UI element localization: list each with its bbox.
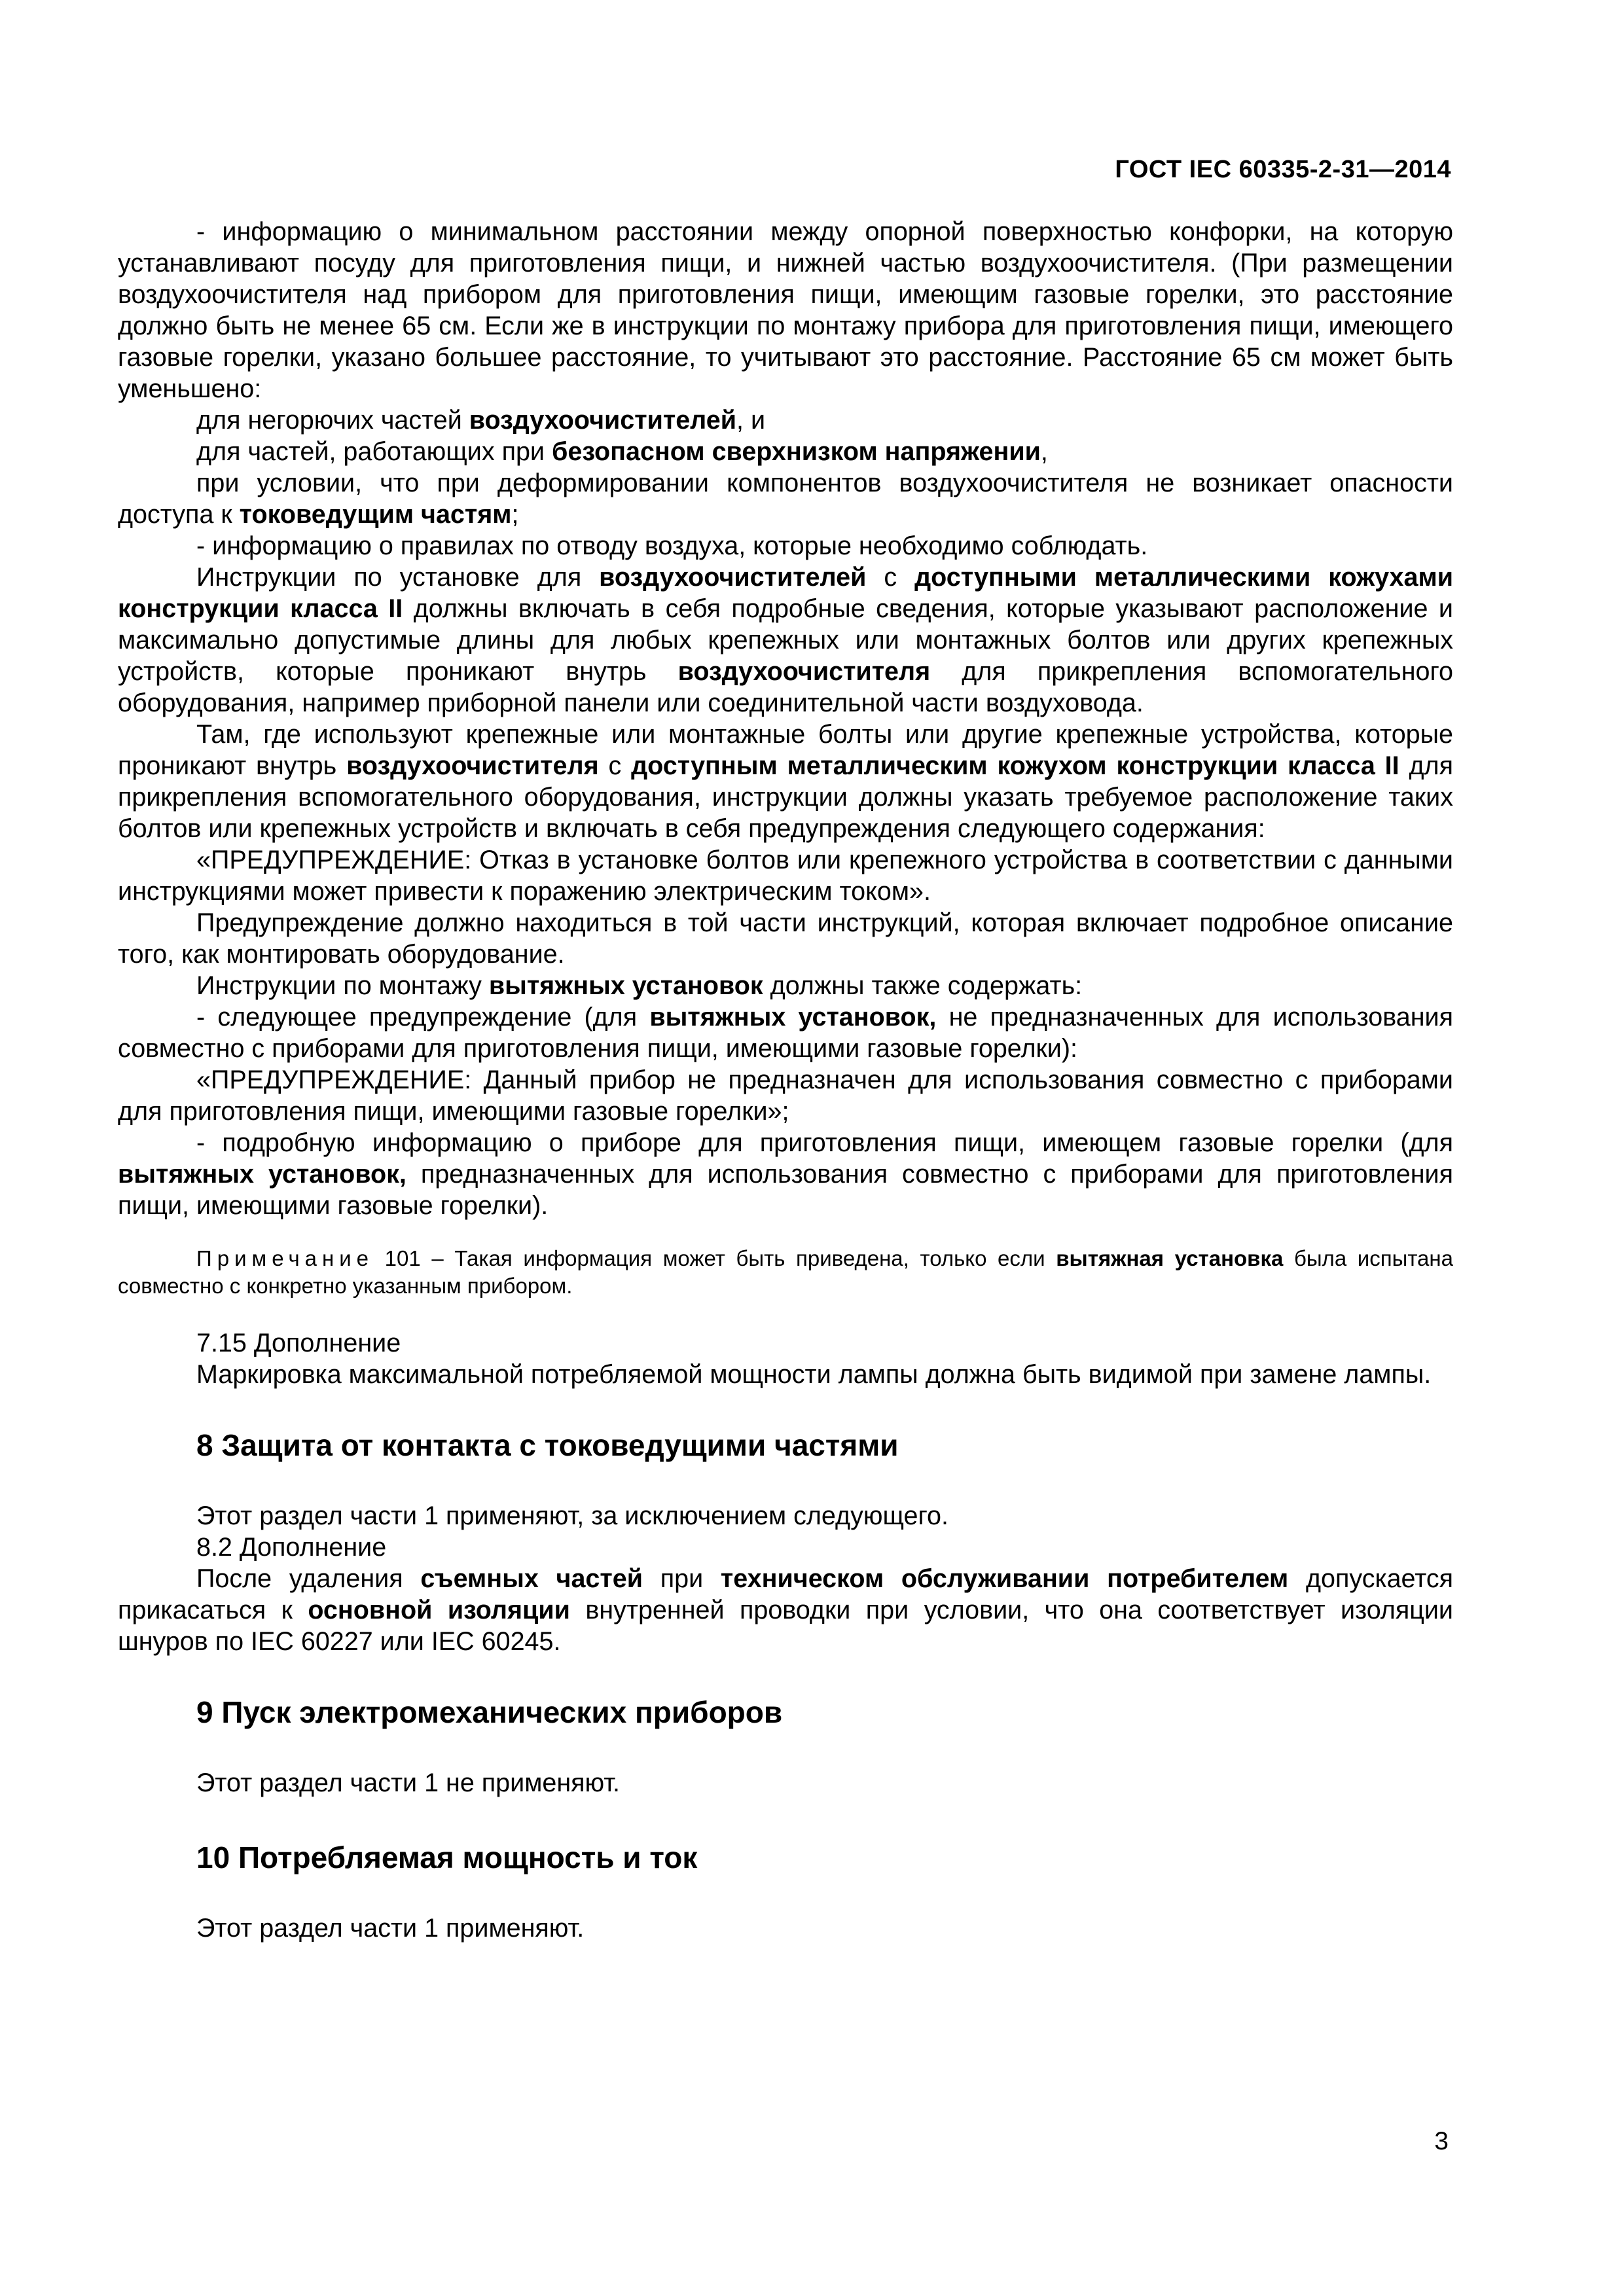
text: После удаления: [196, 1564, 421, 1593]
text: Инструкции по монтажу: [196, 971, 489, 1000]
term: техническом обслуживании потребителем: [720, 1564, 1289, 1593]
term: вытяжных установок,: [649, 1003, 937, 1031]
text: Инструкции по установке для: [196, 563, 600, 592]
paragraph: [118, 562, 1453, 719]
term: основной изоляции: [308, 1596, 570, 1624]
term: воздухоочистителя: [677, 657, 931, 686]
text: должны также содержать:: [763, 971, 1083, 1000]
paragraph: «ПРЕДУПРЕЖДЕНИЕ: Отказ в установке болтов или крепежного устройства в соответствии с данными инструкциями может привести к поражению электрическим током».: [118, 846, 1453, 906]
term: съемных частей: [420, 1564, 643, 1593]
term: доступными металлическими кожухами конструкции класса II: [118, 563, 1453, 623]
paragraph: Этот раздел части 1 применяют, за исключением следующего.: [196, 1501, 948, 1530]
section-heading: 10 Потребляемая мощность и ток: [196, 1840, 698, 1874]
text: Там, где используют крепежные или монтажные болты или другие крепежные устройства, которые проникают внутрь: [118, 720, 1453, 780]
section-heading: 9 Пуск электромеханических приборов: [196, 1695, 783, 1729]
paragraph: [118, 1563, 1453, 1657]
paragraph: Этот раздел части 1 не применяют.: [196, 1768, 620, 1797]
paragraph: Маркировка максимальной потребляемой мощности лампы должна быть видимой при замене лампы.: [196, 1360, 1432, 1389]
clause-title: 7.15 Дополнение: [196, 1329, 401, 1357]
text: внутренней проводки при условии, что она соответствует изоляции шнуров по IEC 60227 или IEC 60245.: [118, 1596, 1453, 1656]
page-content: [118, 216, 1453, 1944]
text: с: [866, 563, 915, 592]
text: при: [643, 1564, 721, 1593]
clause-title: 8.2 Дополнение: [196, 1533, 387, 1562]
page-number: 3: [1434, 2127, 1449, 2155]
text: предназначенных для использования совместно с приборами для приготовления пищи, имеющими газовые горелки).: [118, 1160, 1453, 1220]
text: ,: [1040, 437, 1048, 466]
term: воздухоочистителя: [346, 751, 599, 780]
paragraph: [118, 1127, 1453, 1221]
term: доступным металлическим кожухом конструкции класса II: [631, 751, 1399, 780]
term: безопасном сверхнизком напряжении: [551, 437, 1041, 466]
paragraph: [118, 719, 1453, 844]
note: [118, 1245, 1453, 1300]
section-heading: 8 Защита от контакта с токоведущими частями: [196, 1428, 899, 1462]
document-header: ГОСТ IEC 60335-2-31—2014: [1115, 156, 1451, 183]
note-label: Примечание: [196, 1246, 374, 1270]
text: с: [598, 751, 632, 780]
text: для частей, работающих при: [196, 437, 552, 466]
term: вытяжная установка: [1056, 1246, 1284, 1270]
paragraph: [118, 970, 1453, 1001]
term: воздухоочистителей: [469, 406, 737, 435]
text: - подробную информацию о приборе для приготовления пищи, имеющем газовые горелки (для: [196, 1128, 1453, 1157]
text: для прикрепления вспомогательного оборудования, например приборной панели или соединительной части воздуховода.: [118, 657, 1453, 717]
paragraph: [118, 404, 1453, 436]
text: не предназначенных для использования совместно с приборами для приготовления пищи, имеющими газовые горелки):: [118, 1003, 1453, 1063]
paragraph: Этот раздел части 1 применяют.: [196, 1914, 585, 1943]
text: - следующее предупреждение (для: [196, 1003, 650, 1031]
text: при условии, что при деформировании компонентов воздухоочистителя не возникает опасности доступа к: [118, 469, 1453, 529]
text: для негорючих частей: [196, 406, 469, 435]
text: , и: [736, 406, 766, 435]
paragraph: Предупреждение должно находиться в той части инструкций, которая включает подробное описание того, как монтировать оборудование.: [118, 908, 1453, 969]
term: вытяжных установок: [488, 971, 763, 1000]
paragraph: [118, 436, 1453, 467]
paragraph: [118, 1001, 1453, 1064]
text: должны включать в себя подробные сведения, которые указывают расположение и максимально допустимые длины для любых крепежных или монтажных болтов или других крепежных устройств, которые проникают внутрь: [118, 594, 1453, 686]
term: токоведущим частям: [239, 500, 512, 529]
text: ;: [511, 500, 519, 529]
paragraph: «ПРЕДУПРЕЖДЕНИЕ: Данный прибор не предназначен для использования совместно с приборами для приготовления пищи, имеющими газовые горелки»;: [118, 1066, 1453, 1126]
text: для прикрепления вспомогательного оборудования, инструкции должны указать требуемое расположение таких болтов или крепежных устройств и включать в себя предупреждения следующего содержания:: [118, 751, 1453, 843]
text: была испытана совместно с конкретно указанным прибором.: [118, 1246, 1453, 1298]
term: вытяжных установок,: [118, 1160, 406, 1189]
paragraph: - информацию о минимальном расстоянии между опорной поверхностью конфорки, на которую устанавливают посуду для приготовления пищи, и нижней частью воздухоочистителя. (При размещении воздухоочистителя над прибором для приготовления пищи, имеющим газовые горелки, это расстояние должно быть не менее 65 см. Если же в инструкции по монтажу прибора для приготовления пищи, имеющего газовые горелки, указано большее расстояние, то учитывают это расстояние. Расстояние 65 см может быть уменьшено:: [118, 217, 1453, 403]
term: воздухоочистителей: [599, 563, 867, 592]
paragraph: - информацию о правилах по отводу воздуха, которые необходимо соблюдать.: [196, 531, 1148, 560]
text: 101 – Такая информация может быть приведена, только если: [374, 1246, 1056, 1270]
paragraph: [118, 467, 1453, 530]
text: допускается прикасаться к: [118, 1564, 1453, 1624]
